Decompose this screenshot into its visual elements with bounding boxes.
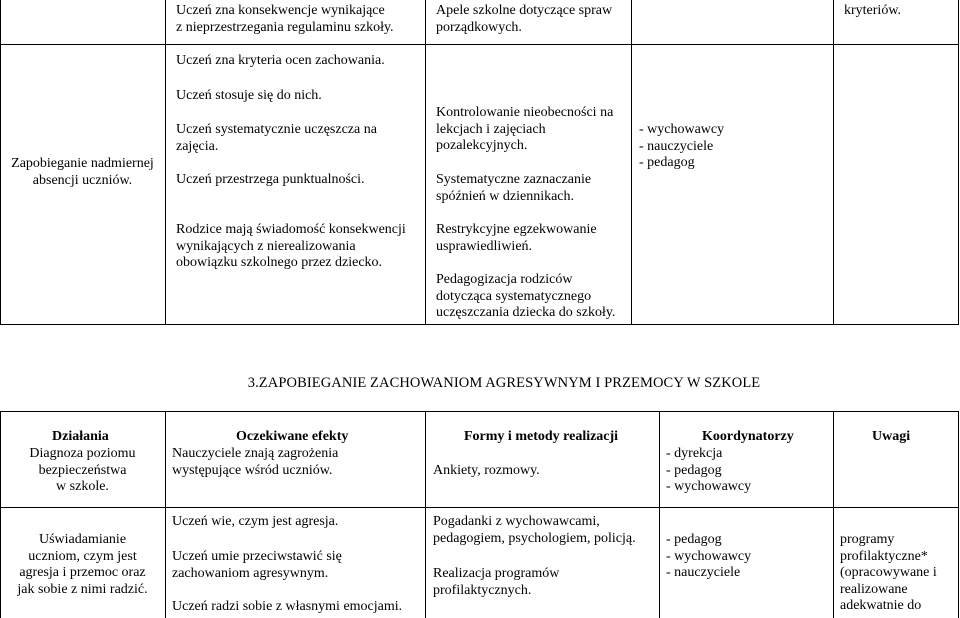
diagnosis-action-cell	[0, 446, 165, 496]
bottom-table-col-divider-3	[659, 411, 660, 618]
cell-line: Realizacja programów	[433, 566, 560, 581]
top-table-col-divider-3	[631, 0, 632, 325]
cell-line: Uczeń przestrzega punktualności.	[176, 172, 365, 187]
awareness-effect-emotions	[172, 599, 402, 616]
top-table-col-divider-4	[833, 0, 834, 325]
cell-line: Pogadanki z wychowawcami,	[433, 514, 600, 529]
bottom-table-col-divider-1	[165, 411, 166, 618]
absence-effect-parents	[176, 222, 406, 272]
cell-line: - nauczyciele	[639, 138, 714, 154]
absence-coordinators	[639, 122, 724, 172]
cell-line: Kontrolowanie nieobecności na	[436, 105, 614, 120]
cell-line: lekcjach i zajęciach	[436, 121, 546, 137]
cell-line: Zapobieganie nadmiernej	[11, 156, 154, 171]
cell-line: Restrykcyjne egzekwowanie	[436, 222, 597, 237]
cell-line: Pedagogizacja rodziców	[436, 272, 573, 287]
awareness-action-cell	[0, 532, 165, 598]
cell-line: bezpieczeństwa	[38, 462, 127, 478]
awareness-effect-knows	[172, 514, 338, 531]
cell-line: Apele szkolne dotyczące spraw	[436, 3, 613, 18]
section-title: 3.ZAPOBIEGANIE ZACHOWANIOM AGRESYWNYM I PRZEMOCY W SZKOLE	[247, 375, 761, 391]
absence-effect-applies	[176, 88, 322, 105]
cell-line: programy	[840, 532, 895, 547]
diagnosis-method	[433, 463, 540, 480]
cell-line: z nieprzestrzegania regulaminu szkoły.	[176, 19, 394, 35]
cell-line: adekwatnie do	[840, 598, 922, 613]
bottom-table-col-divider-4	[833, 411, 834, 618]
bottom-table-border-top	[0, 411, 959, 412]
header-expected-effects: Oczekiwane efekty	[236, 429, 349, 444]
cell-line: - pedagog	[666, 462, 722, 478]
bottom-table-border-right	[958, 411, 959, 618]
prev-row-effects	[176, 3, 394, 36]
top-table-border-bottom	[0, 324, 959, 325]
cell-line: (opracowywane i	[840, 565, 937, 580]
cell-line: jak sobie z nimi radzić.	[17, 581, 148, 597]
cell-line: Uczeń zna konsekwencje wynikające	[176, 3, 385, 18]
cell-line: spóźnień w dziennikach.	[436, 188, 575, 204]
bottom-table-col-divider-2	[425, 411, 426, 618]
cell-line: - wychowawcy	[639, 122, 725, 137]
cell-line: pedagogiem, psychologiem, policją.	[433, 530, 636, 546]
cell-line: Uczeń stosuje się do nich.	[176, 88, 322, 103]
awareness-method-programs	[433, 566, 559, 599]
cell-line: Rodzice mają świadomość konsekwencji	[176, 222, 406, 237]
absence-method-control	[436, 105, 613, 155]
cell-line: - pedagog	[639, 155, 695, 170]
cell-line: Uczeń umie przeciwstawić się	[172, 549, 342, 564]
cell-line: profilaktycznych.	[433, 582, 532, 598]
cell-line: porządkowych.	[436, 19, 522, 35]
cell-line: Uczeń systematycznie uczęszcza na	[176, 122, 377, 137]
cell-line: Ankiety, rozmowy.	[433, 463, 540, 478]
cell-line: Uczeń wie, czym jest agresja.	[172, 514, 339, 529]
cell-line: zachowaniom agresywnym.	[172, 565, 329, 581]
cell-line: - wychowawcy	[666, 479, 752, 494]
absence-effect-attendance	[176, 122, 377, 155]
cell-line: absencji uczniów.	[32, 172, 133, 188]
prev-row-methods	[436, 3, 612, 36]
absence-effect-criteria	[176, 53, 385, 70]
cell-line: dotycząca systematycznego	[436, 288, 592, 304]
absence-method-lateness	[436, 172, 591, 205]
diagnosis-effect	[172, 446, 338, 479]
cell-line: agresja i przemoc oraz	[19, 565, 146, 580]
cell-line: pozalekcyjnych.	[436, 138, 528, 153]
cell-line: - pedagog	[666, 532, 722, 547]
cell-line: w szkole.	[56, 479, 109, 494]
cell-line: występujące wśród uczniów.	[172, 462, 333, 478]
cell-line: obowiązku szkolnego przez dziecko.	[176, 255, 383, 270]
header-forms-methods: Formy i metody realizacji	[464, 429, 619, 444]
absence-method-parents	[436, 272, 615, 322]
top-table-row-divider	[0, 44, 959, 45]
awareness-method-talks	[433, 514, 636, 547]
header-notes: Uwagi	[872, 429, 911, 444]
cell-line: - dyrekcja	[666, 446, 723, 461]
cell-line: uczęszczania dziecka do szkoły.	[436, 305, 616, 320]
cell-line: kryteriów.	[844, 3, 902, 18]
cell-line: realizowane	[840, 581, 908, 597]
diagnosis-coordinators	[666, 446, 751, 496]
cell-line: Systematyczne zaznaczanie	[436, 172, 592, 187]
top-table-col-divider-2	[425, 0, 426, 325]
cell-line: Uczeń radzi sobie z własnymi emocjami.	[172, 599, 403, 614]
cell-line: usprawiedliwień.	[436, 238, 533, 254]
header-coordinators: Koordynatorzy	[702, 429, 794, 444]
cell-line: Uświadamianie	[38, 532, 127, 547]
awareness-effect-resist	[172, 549, 342, 582]
cell-line: Diagnoza poziomu	[29, 446, 136, 461]
cell-line: Nauczyciele znają zagrożenia	[172, 446, 339, 461]
cell-line: - wychowawcy	[666, 548, 752, 564]
cell-line: uczniom, czym jest	[28, 548, 137, 564]
awareness-coordinators	[666, 532, 751, 582]
header-actions: Działania	[52, 429, 109, 444]
cell-line: wynikających z nierealizowania	[176, 238, 356, 254]
top-table-col-divider-1	[165, 0, 166, 325]
awareness-notes	[840, 532, 937, 615]
cell-line: zajęcia.	[176, 138, 219, 154]
absence-action-cell	[0, 156, 165, 189]
prev-row-notes	[844, 3, 901, 20]
cell-line: profilaktyczne*	[840, 548, 928, 564]
bottom-table-row-divider	[0, 507, 959, 508]
top-table-border-right	[958, 0, 959, 325]
cell-line: Uczeń zna kryteria ocen zachowania.	[176, 53, 385, 68]
absence-effect-punctuality	[176, 172, 365, 189]
cell-line: - nauczyciele	[666, 565, 741, 580]
absence-method-excuses	[436, 222, 597, 255]
